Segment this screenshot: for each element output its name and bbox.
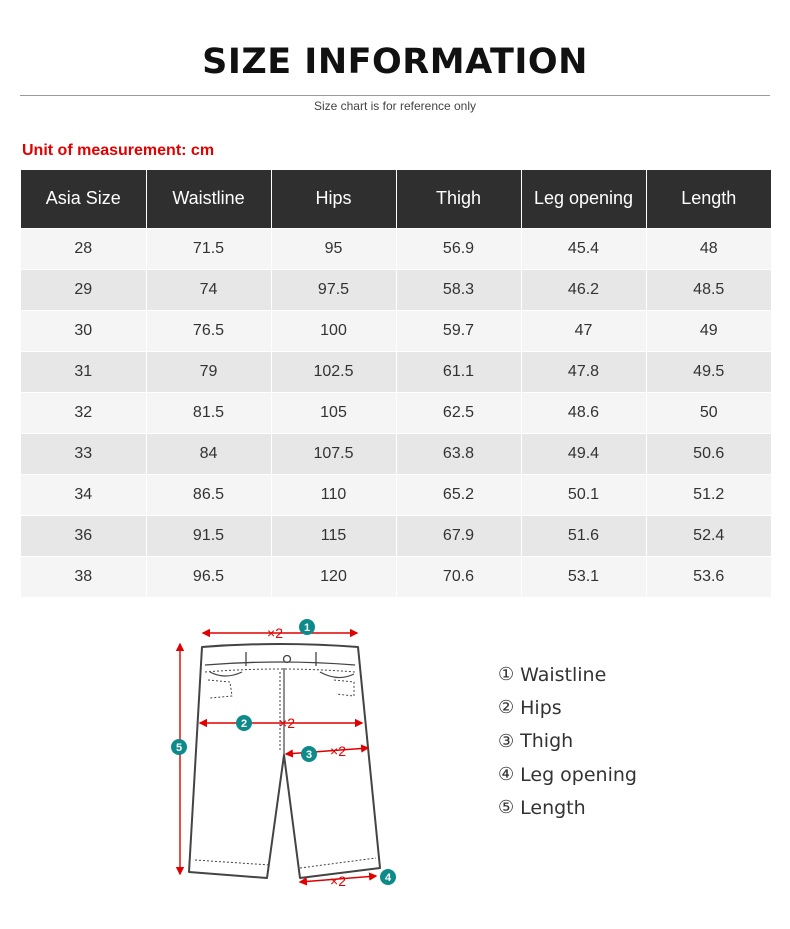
table-cell: 46.2: [521, 269, 646, 310]
legend-number: ②: [498, 697, 515, 719]
table-cell: 50.1: [521, 474, 646, 515]
legend-number: ③: [498, 730, 515, 752]
table-row: [21, 269, 771, 310]
table-cell: 47.8: [521, 351, 646, 392]
marker-3: 3: [305, 749, 313, 761]
column-header: Leg opening: [521, 170, 646, 228]
table-row: [21, 228, 771, 269]
table-cell: 65.2: [396, 474, 521, 515]
table-cell: 96.5: [146, 556, 271, 597]
table-cell: 67.9: [396, 515, 521, 556]
table-cell: 48.6: [521, 392, 646, 433]
table-cell: 59.7: [396, 310, 521, 351]
table-row: [21, 392, 771, 433]
table-cell: 70.6: [396, 556, 521, 597]
legend-number: ④: [498, 764, 515, 786]
table-cell: 30: [21, 310, 146, 351]
table-cell: 76.5: [146, 310, 271, 351]
column-header: Thigh: [396, 170, 521, 228]
legend-item: [498, 791, 637, 824]
title-divider: [20, 95, 770, 96]
legend-number: ⑤: [498, 797, 515, 819]
table-cell: 58.3: [396, 269, 521, 310]
table-cell: 50: [646, 392, 771, 433]
table-cell: 36: [21, 515, 146, 556]
table-cell: 79: [146, 351, 271, 392]
table-cell: 97.5: [271, 269, 396, 310]
table-cell: 74: [146, 269, 271, 310]
length-measure: [171, 644, 187, 874]
column-header: Asia Size: [21, 170, 146, 228]
table-row: [21, 515, 771, 556]
legend-item: [498, 658, 637, 691]
legend-item: [498, 758, 637, 791]
table-cell: 51.2: [646, 474, 771, 515]
table-cell: 53.6: [646, 556, 771, 597]
table-cell: 71.5: [146, 228, 271, 269]
legend-label: Waistline: [520, 663, 607, 686]
table-cell: 61.1: [396, 351, 521, 392]
table-cell: 49.4: [521, 433, 646, 474]
table-cell: 31: [21, 351, 146, 392]
legend-number: ①: [498, 664, 515, 686]
table-cell: 105: [271, 392, 396, 433]
legend-label: Thigh: [520, 730, 574, 753]
marker-4: 4: [384, 872, 392, 884]
table-cell: 52.4: [646, 515, 771, 556]
table-cell: 49: [646, 310, 771, 351]
table-cell: 120: [271, 556, 396, 597]
table-cell: 49.5: [646, 351, 771, 392]
legend-item: [498, 725, 637, 758]
measurement-legend: [498, 658, 637, 824]
multiplier-label: ×2: [330, 873, 346, 889]
marker-5: 5: [175, 742, 183, 754]
legend-label: Length: [520, 796, 586, 819]
legend-label: Hips: [520, 696, 562, 719]
table-cell: 91.5: [146, 515, 271, 556]
unit-label: Unit of measurement: cm: [22, 142, 215, 159]
table-cell: 48: [646, 228, 771, 269]
multiplier-label: ×2: [279, 715, 295, 731]
table-cell: 34: [21, 474, 146, 515]
table-cell: 110: [271, 474, 396, 515]
legend-item: [498, 691, 637, 724]
table-row: [21, 474, 771, 515]
table-row: [21, 433, 771, 474]
column-header: Hips: [271, 170, 396, 228]
multiplier-label: ×2: [330, 743, 346, 759]
table-cell: 33: [21, 433, 146, 474]
table-body: [21, 228, 771, 597]
table-cell: 62.5: [396, 392, 521, 433]
table-header-row: [21, 170, 771, 228]
size-table: [21, 170, 771, 597]
legend-label: Leg opening: [520, 763, 637, 786]
waistline-measure: [203, 619, 357, 641]
table-cell: 50.6: [646, 433, 771, 474]
table-row: [21, 556, 771, 597]
table-cell: 53.1: [521, 556, 646, 597]
table-cell: 102.5: [271, 351, 396, 392]
table-cell: 48.5: [646, 269, 771, 310]
table-cell: 29: [21, 269, 146, 310]
table-cell: 84: [146, 433, 271, 474]
marker-2: 2: [240, 718, 248, 730]
table-cell: 45.4: [521, 228, 646, 269]
page-title: SIZE INFORMATION: [202, 42, 588, 82]
marker-1: 1: [303, 622, 311, 634]
shorts-outline: [189, 644, 380, 878]
multiplier-label: ×2: [267, 625, 283, 641]
table-cell: 63.8: [396, 433, 521, 474]
table-cell: 47: [521, 310, 646, 351]
table-cell: 51.6: [521, 515, 646, 556]
column-header: Length: [646, 170, 771, 228]
table-row: [21, 351, 771, 392]
table-cell: 107.5: [271, 433, 396, 474]
table-cell: 56.9: [396, 228, 521, 269]
table-cell: 81.5: [146, 392, 271, 433]
table-row: [21, 310, 771, 351]
table-cell: 38: [21, 556, 146, 597]
table-cell: 100: [271, 310, 396, 351]
page-subtitle: Size chart is for reference only: [313, 99, 477, 113]
table-cell: 32: [21, 392, 146, 433]
table-cell: 95: [271, 228, 396, 269]
table-cell: 28: [21, 228, 146, 269]
shorts-diagram-icon: [150, 610, 410, 900]
column-header: Waistline: [146, 170, 271, 228]
table-cell: 115: [271, 515, 396, 556]
table-cell: 86.5: [146, 474, 271, 515]
